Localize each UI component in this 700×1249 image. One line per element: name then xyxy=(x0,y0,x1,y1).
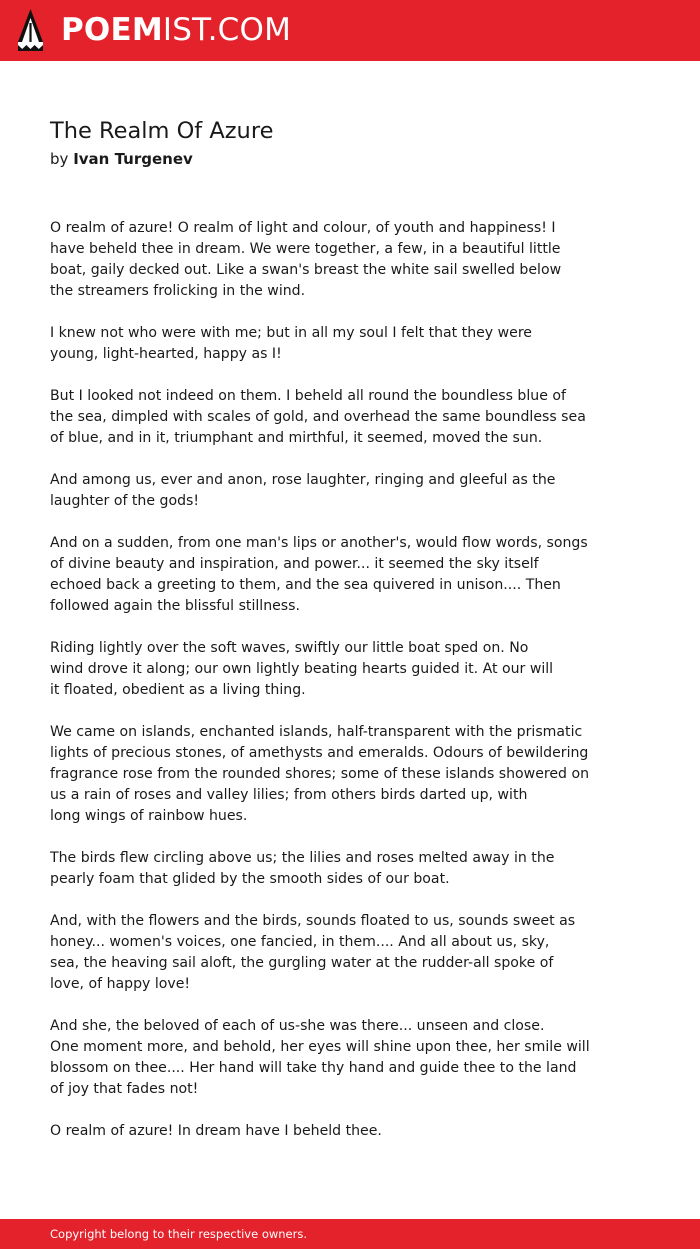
poem-line: One moment more, and behold, her eyes will shine upon thee, her smile will xyxy=(50,1039,590,1055)
poem-stanza xyxy=(50,323,650,365)
logo-text-light: IST.COM xyxy=(162,12,292,48)
poem-line: Riding lightly over the soft waves, swiftly our little boat sped on. No xyxy=(50,640,529,656)
author-name[interactable]: Ivan Turgenev xyxy=(73,150,193,168)
poem-line: young, light-hearted, happy as I! xyxy=(50,346,282,362)
poem-line: lights of precious stones, of amethysts and emeralds. Odours of bewildering xyxy=(50,745,589,761)
poem-line: I knew not who were with me; but in all my soul I felt that they were xyxy=(50,325,532,341)
poem-line: of blue, and in it, triumphant and mirthful, it seemed, moved the sun. xyxy=(50,430,543,446)
poem-line: the sea, dimpled with scales of gold, and overhead the same boundless sea xyxy=(50,409,586,425)
poem-line: honey... women's voices, one fancied, in them.... And all about us, sky, xyxy=(50,934,550,950)
copyright-notice: Copyright belong to their respective owners. xyxy=(50,1227,308,1241)
byline xyxy=(50,148,193,170)
poem-stanza xyxy=(50,848,650,890)
site-footer xyxy=(0,1219,700,1249)
poem-stanza xyxy=(50,533,650,617)
poem-line: followed again the blissful stillness. xyxy=(50,598,300,614)
poem-line: long wings of rainbow hues. xyxy=(50,808,248,824)
by-label: by xyxy=(50,150,69,168)
poem-line: And on a sudden, from one man's lips or another's, would flow words, songs xyxy=(50,535,588,551)
poem-stanza xyxy=(50,1121,650,1142)
poem-line: We came on islands, enchanted islands, half-transparent with the prismatic xyxy=(50,724,583,740)
poem-stanza xyxy=(50,218,650,302)
poem-body xyxy=(50,218,650,1163)
poem-line: of joy that fades not! xyxy=(50,1081,199,1097)
poem-line: pearly foam that glided by the smooth sides of our boat. xyxy=(50,871,450,887)
poem-line: us a rain of roses and valley lilies; from others birds darted up, with xyxy=(50,787,528,803)
poem-line: And she, the beloved of each of us-she was there... unseen and close. xyxy=(50,1018,545,1034)
poem-line: And, with the flowers and the birds, sounds floated to us, sounds sweet as xyxy=(50,913,576,929)
poem-line: love, of happy love! xyxy=(50,976,191,992)
poem-stanza xyxy=(50,470,650,512)
poem-line: boat, gaily decked out. Like a swan's breast the white sail swelled below xyxy=(50,262,562,278)
poem-line: The birds flew circling above us; the lilies and roses melted away in the xyxy=(50,850,555,866)
poem-line: And among us, ever and anon, rose laughter, ringing and gleeful as the xyxy=(50,472,556,488)
poem-stanza xyxy=(50,386,650,449)
poem-line: O realm of azure! O realm of light and colour, of youth and happiness! I xyxy=(50,220,556,236)
logo-text xyxy=(61,9,291,51)
poem-line: O realm of azure! In dream have I beheld thee. xyxy=(50,1123,382,1139)
poem-line: have beheld thee in dream. We were together, a few, in a beautiful little xyxy=(50,241,561,257)
site-logo[interactable] xyxy=(18,9,291,51)
poem-line: it floated, obedient as a living thing. xyxy=(50,682,306,698)
poem-stanza xyxy=(50,1016,650,1100)
poem-stanza xyxy=(50,911,650,995)
poem-line: laughter of the gods! xyxy=(50,493,200,509)
site-header xyxy=(0,0,700,61)
poem-title: The Realm Of Azure xyxy=(50,118,274,144)
poem-stanza xyxy=(50,638,650,701)
poem-line: the streamers frolicking in the wind. xyxy=(50,283,306,299)
quill-tip-icon xyxy=(18,9,43,51)
poem-line: sea, the heaving sail aloft, the gurgling water at the rudder-all spoke of xyxy=(50,955,554,971)
poem-line: blossom on thee.... Her hand will take thy hand and guide thee to the land xyxy=(50,1060,577,1076)
logo-text-strong: POEM xyxy=(61,12,163,48)
poem-line: echoed back a greeting to them, and the sea quivered in unison.... Then xyxy=(50,577,561,593)
poem-stanza xyxy=(50,722,650,827)
poem-line: of divine beauty and inspiration, and power... it seemed the sky itself xyxy=(50,556,539,572)
poem-line: fragrance rose from the rounded shores; some of these islands showered on xyxy=(50,766,590,782)
poem-line: wind drove it along; our own lightly beating hearts guided it. At our will xyxy=(50,661,554,677)
poem-line: But I looked not indeed on them. I beheld all round the boundless blue of xyxy=(50,388,566,404)
